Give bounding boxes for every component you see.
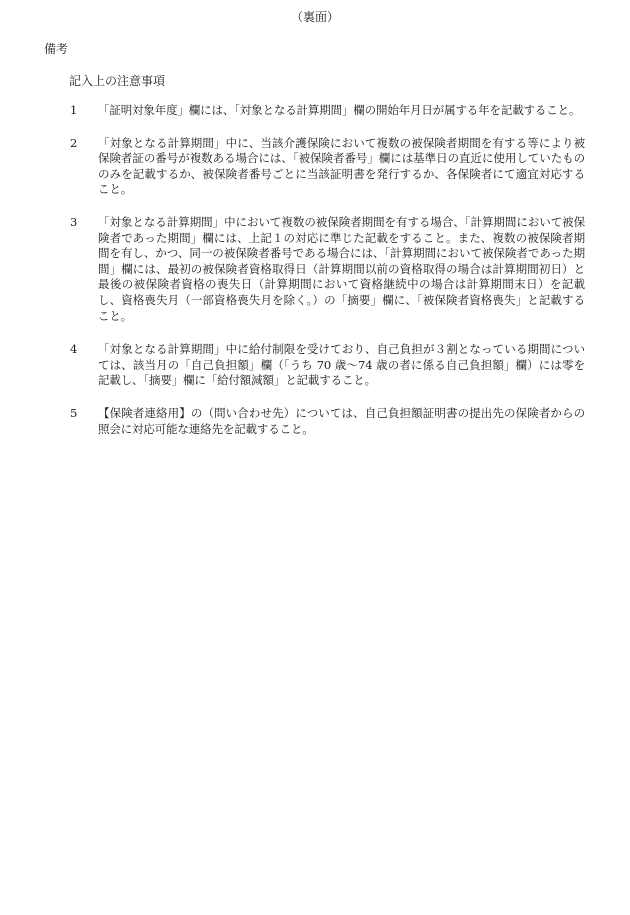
note-text: 「対象となる計算期間」中において複数の被保険者期間を有する場合、「計算期間において被保険者であった期間」欄には、上記１の対応に準じた記載をすること。また、複数の被保険者期間を有し、かつ、同一の被保険者番号である場合には、「計算期間において被保険者であった期間」欄には、最初の被保険者資格取得日（計算期間以前の資格取得の場合は計算期間初日）と最後の被保険者資格の喪失日（計算期間において資格継続中の場合は計算期間末日）を記載し、資格喪失月（一部資格喪失月を除く。）の「摘要」欄に、「被保険者資格喪失」と記載すること。 — [98, 214, 585, 323]
note-number: 1 — [70, 103, 78, 117]
note-item-3 — [70, 215, 585, 324]
note-number: 4 — [70, 342, 78, 357]
note-item-4 — [70, 342, 585, 389]
note-number: 3 — [70, 214, 78, 229]
page-side-label: （裏面） — [290, 10, 339, 24]
note-number: 2 — [70, 135, 78, 150]
note-text: 「対象となる計算期間」中に、当該介護保険において複数の被保険者期間を有する等により被保険者証の番号が複数ある場合には、「被保険者番号」欄には基準日の直近に使用していたもののみを記載するか、被保険者番号ごとに当該証明書を発行するか、各保険者にて適宜対応すること。 — [98, 135, 585, 197]
note-number: 5 — [70, 405, 78, 420]
note-item-5 — [70, 406, 585, 437]
notes-list — [70, 103, 585, 454]
note-item-1 — [70, 103, 585, 119]
note-text: 「証明対象年度」欄には、「対象となる計算期間」欄の開始年月日が属する年を記載すること。 — [98, 103, 581, 117]
remarks-title: 備考 — [44, 42, 69, 56]
note-item-2 — [70, 136, 585, 198]
note-text: 「対象となる計算期間」中に給付制限を受けており、自己負担が３割となっている期間については、該当月の「自己負担額」欄（「うち 70 歳～74 歳の者に係る自己負担額」欄）には零を記載し、「摘要」欄に「給付額減額」と記載すること。 — [98, 342, 585, 388]
notes-heading: 記入上の注意事項 — [69, 74, 166, 88]
note-text: 【保険者連絡用】の（問い合わせ先）については、自己負担額証明書の提出先の保険者からの照会に対応可能な連絡先を記載すること。 — [98, 405, 585, 436]
